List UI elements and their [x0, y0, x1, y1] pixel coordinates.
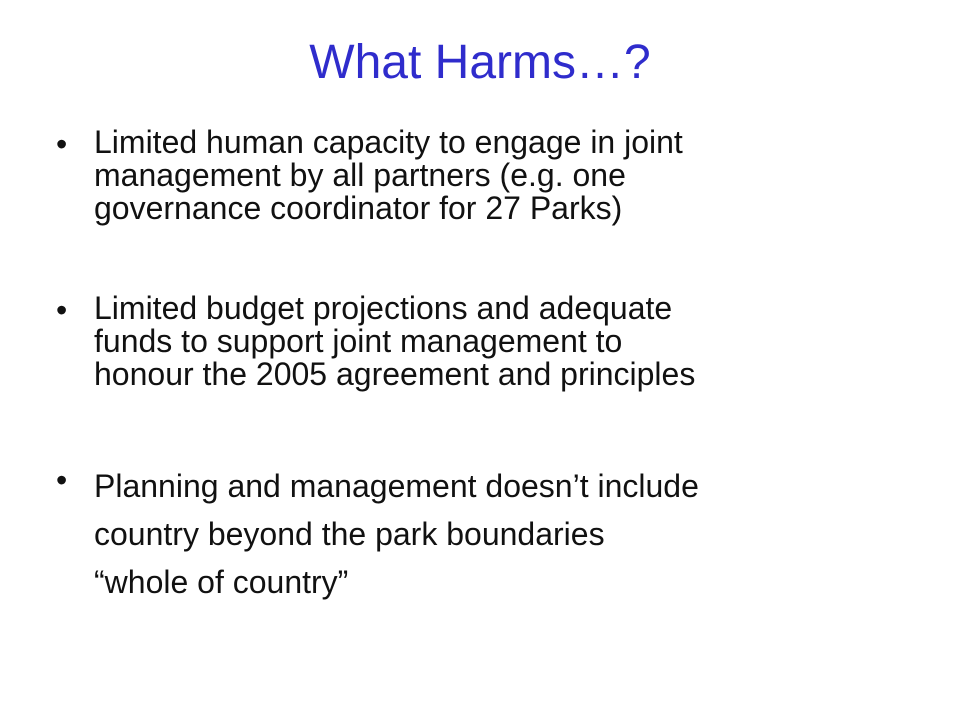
- bullet-text: Limited human capacity to engage in joint management by all partners (e.g. one governance coordinator for 27 Parks): [94, 124, 683, 226]
- bullet-marker: •: [56, 126, 68, 162]
- bullet-marker: •: [56, 462, 68, 498]
- bullet-item-human-capacity: [56, 126, 936, 225]
- bullet-text: Limited budget projections and adequate funds to support joint management to honour the 2005 agreement and principles: [94, 290, 696, 392]
- slide-title: What Harms…?: [309, 36, 651, 89]
- bullet-marker: •: [56, 292, 68, 328]
- bullet-item-budget: [56, 292, 936, 391]
- bullet-item-planning: [56, 462, 936, 606]
- bullet-text: Planning and management doesn’t include country beyond the park boundaries “whole of country”: [94, 468, 699, 600]
